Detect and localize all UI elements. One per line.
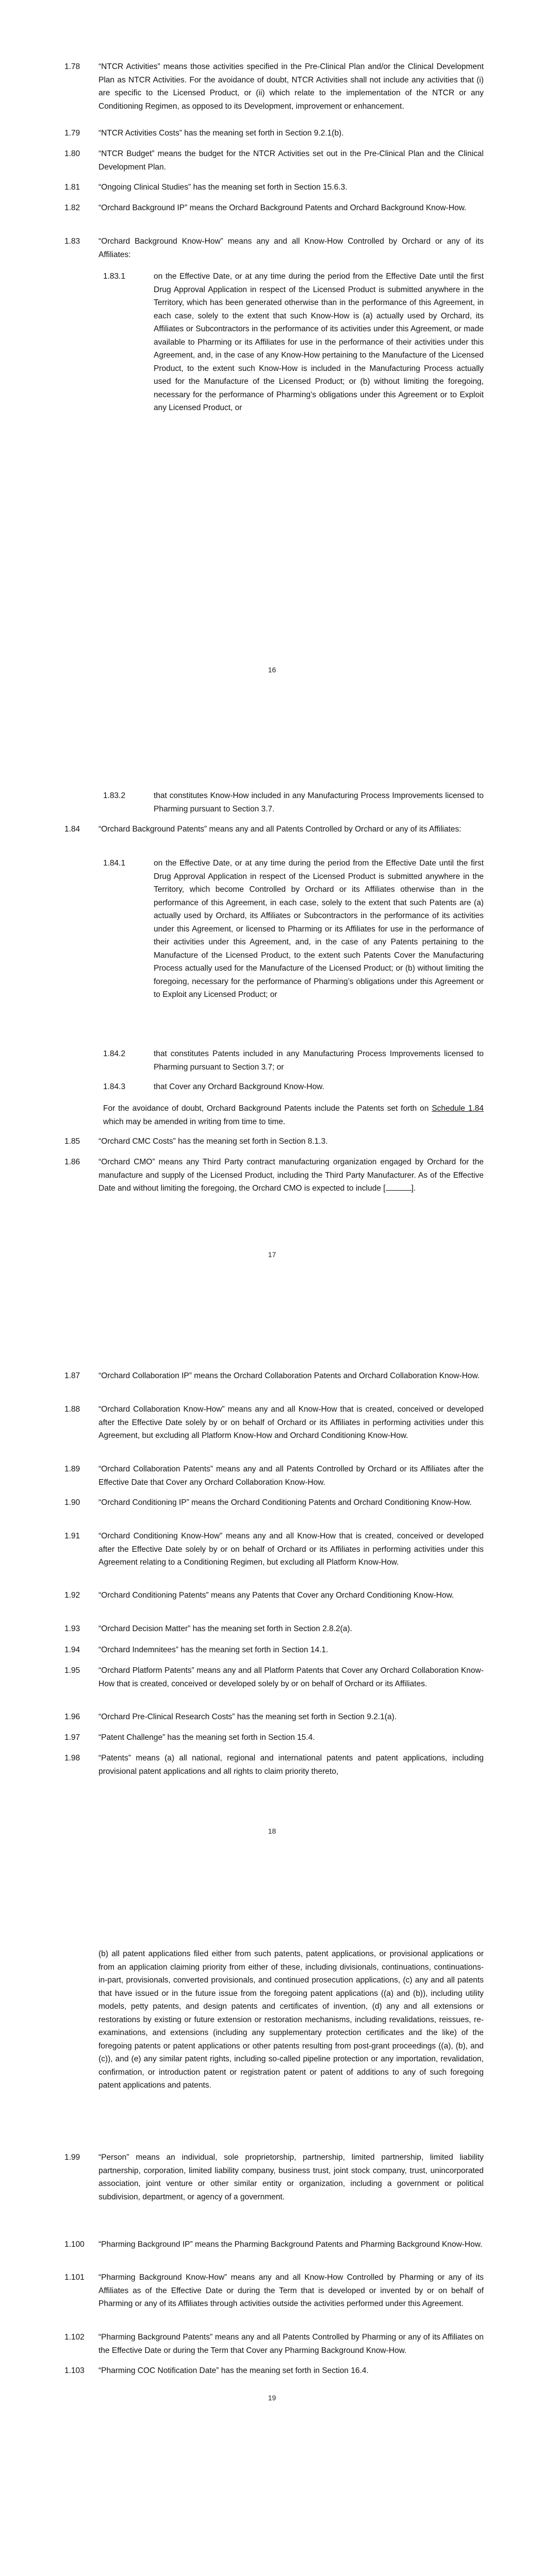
- page-number: 16: [268, 666, 276, 674]
- section-number: 1.96: [64, 1713, 80, 1721]
- definition-text-end: ].: [411, 1184, 416, 1193]
- definition-text: on the Effective Date, or at any time during the period from the Effective Date until the first Drug Approval Application in respect of the Licensed Product is submitted anywhere in the Territory, which become Controlled by Orchard or its Affiliates otherwise than in the performance of this Agreement, in each case, solely to the extent that such Patents are (a) actually used by Orchard, its Affiliates or Subcontractors in the performance of its activities under this Agreement, or licensed to Pharming or its Affiliates for use in the performance of their activities under this Agreement, and, in the case of any Patents pertaining to the Manufacture of the Licensed Product, to the extent such Patents Cover the Manufacturing Process actually used for the Manufacture of the Licensed Product; or (b) without limiting the foregoing, necessary for the performance of Pharming’s obligations under this Agreement or to Exploit any Licensed Product; or: [154, 859, 484, 999]
- section-number: 1.85: [64, 1137, 80, 1146]
- definition-text: that Cover any Orchard Background Know-How.: [154, 1082, 324, 1091]
- section-number: 1.78: [64, 62, 80, 71]
- definition-text: “Patents” means (a) all national, regional and international patents and patent applications, including provisional patent applications and all rights to claim priority thereto,: [98, 1754, 484, 1776]
- avoidance-of-doubt-paragraph: [103, 1102, 484, 1128]
- definition-text: “NTCR Budget” means the budget for the NTCR Activities set out in the Pre-Clinical Plan and the Clinical Development Plan.: [98, 149, 484, 172]
- section-number: 1.90: [64, 1498, 80, 1507]
- section-number: 1.103: [64, 2366, 85, 2375]
- definition-text: that constitutes Patents included in any Manufacturing Process Improvements licensed to Pharming pursuant to Section 3.7; or: [154, 1049, 484, 1072]
- section-number: 1.84.2: [103, 1049, 126, 1058]
- paragraph-text: For the avoidance of doubt, Orchard Background Patents include the Patents set forth on: [103, 1104, 432, 1113]
- section-number: 1.87: [64, 1371, 80, 1380]
- section-number: 1.79: [64, 129, 80, 138]
- paragraph-text: which may be amended in writing from time to time.: [103, 1117, 286, 1126]
- definition-text: “Ongoing Clinical Studies” has the meaning set forth in Section 15.6.3.: [98, 183, 348, 192]
- definition-text: “Orchard Conditioning Patents” means any Patents that Cover any Orchard Conditioning Know-How.: [98, 1591, 454, 1600]
- redacted-blank: [386, 1183, 411, 1191]
- definition-text: that constitutes Know-How included in any Manufacturing Process Improvements licensed to Pharming pursuant to Section 3.7.: [154, 791, 484, 814]
- section-number: 1.84.1: [103, 859, 126, 868]
- section-number: 1.80: [64, 149, 80, 158]
- section-number: 1.84.3: [103, 1082, 126, 1091]
- definition-text: “NTCR Activities” means those activities specified in the Pre-Clinical Plan and/or the Clinical Development Plan as NTCR Activities. For the avoidance of doubt, NTCR Activities shall not include any activities that (i) are specific to the Licensed Product, or (ii) which relate to the implementation of the NTCR or any Conditioning Regimen, as opposed to its Development, improvement or enhancement.: [98, 62, 484, 111]
- definition-text: “Orchard Decision Matter” has the meaning set forth in Section 2.8.2(a).: [98, 1624, 352, 1633]
- section-number: 1.94: [64, 1646, 80, 1654]
- section-number: 1.84: [64, 825, 80, 834]
- section-number: 1.101: [64, 2273, 85, 2282]
- definition-text: “Orchard Background Patents” means any and all Patents Controlled by Orchard or any of its Affiliates:: [98, 825, 461, 834]
- section-number: 1.83: [64, 237, 80, 246]
- definition-text: “Orchard Indemnitees” has the meaning set forth in Section 14.1.: [98, 1646, 328, 1654]
- page-number: 18: [268, 1827, 276, 1835]
- section-number: 1.95: [64, 1666, 80, 1675]
- definition-text: “Orchard Background Know-How” means any and all Know-How Controlled by Orchard or any of its Affiliates:: [98, 237, 484, 259]
- section-number: 1.92: [64, 1591, 80, 1600]
- section-number: 1.83.2: [103, 791, 126, 800]
- section-number: 1.100: [64, 2240, 85, 2249]
- definition-text: “Pharming Background Patents” means any and all Patents Controlled by Pharming or any of its Affiliates on the Effective Date or during the Term that Cover any Pharming Background Know-How.: [98, 2333, 484, 2355]
- section-number: 1.82: [64, 204, 80, 212]
- page-number: 19: [268, 2394, 276, 2402]
- definition-text: “Orchard Conditioning IP” means the Orchard Conditioning Patents and Orchard Conditioning Know-How.: [98, 1498, 472, 1507]
- section-number: 1.88: [64, 1405, 80, 1414]
- definition-text: “Orchard Conditioning Know-How” means any and all Know-How that is created, conceived or developed after the Effective Date solely by or on behalf of Orchard or its Affiliates in performing activities under this Agreement relating to a Conditioning Regimen, but excluding all Platform Know-How.: [98, 1532, 484, 1567]
- section-number: 1.81: [64, 183, 80, 192]
- definition-text: “Orchard Collaboration IP” means the Orchard Collaboration Patents and Orchard Collaboration Know-How.: [98, 1371, 480, 1380]
- definition-text: “Patent Challenge” has the meaning set forth in Section 15.4.: [98, 1733, 315, 1742]
- definition-text: “Orchard Platform Patents” means any and all Platform Patents that Cover any Orchard Collaboration Know-How that is created, conceived or developed solely by or on behalf of Orchard or its Affiliates.: [98, 1666, 484, 1688]
- section-number: 1.102: [64, 2333, 85, 2342]
- section-number: 1.91: [64, 1532, 80, 1540]
- definition-text: “Orchard CMC Costs” has the meaning set forth in Section 8.1.3.: [98, 1137, 328, 1146]
- section-number: 1.83.1: [103, 272, 126, 281]
- section-number: 1.99: [64, 2153, 80, 2162]
- definition-text: [98, 1156, 484, 1195]
- definition-text: “Orchard Collaboration Know-How” means any and all Know-How that is created, conceived or developed after the Effective Date solely by or on behalf of Orchard or its Affiliates in performing activities under this Agreement, but excluding all Platform Know-How and Orchard Conditioning Know-How.: [98, 1405, 484, 1440]
- definition-text: “Orchard Collaboration Patents” means any and all Patents Controlled by Orchard or its Affiliates after the Effective Date that Cover any Orchard Collaboration Know-How.: [98, 1465, 484, 1487]
- schedule-1-84-link[interactable]: Schedule 1.84: [432, 1104, 484, 1113]
- section-number: 1.93: [64, 1624, 80, 1633]
- definition-text: “Person” means an individual, sole proprietorship, partnership, limited partnership, limited liability partnership, corporation, limited liability company, business trust, joint stock company, trust, unincorporated association, joint venture or other similar entity or organization, including a government or political subdivision, department, or agency of a government.: [98, 2153, 484, 2201]
- section-number: 1.98: [64, 1754, 80, 1762]
- section-number: 1.89: [64, 1465, 80, 1473]
- section-number: 1.97: [64, 1733, 80, 1742]
- section-number: 1.86: [64, 1158, 80, 1166]
- definition-text: “Orchard Background IP” means the Orchard Background Patents and Orchard Background Know-How.: [98, 204, 467, 212]
- definition-text: “Pharming Background IP” means the Pharming Background Patents and Pharming Background Know-How.: [98, 2240, 483, 2249]
- definition-text: “NTCR Activities Costs” has the meaning set forth in Section 9.2.1(b).: [98, 129, 344, 138]
- definition-text: on the Effective Date, or at any time during the period from the Effective Date until the first Drug Approval Application in respect of the Licensed Product is submitted anywhere in the Territory, which has been generated otherwise than in the performance of this Agreement, in each case, solely to the extent that such Know-How is (a) actually used by Orchard, its Affiliates or Subcontractors in the performance of its activities under this Agreement, or made available to Pharming or its Affiliates for use in the performance of their activities under this Agreement, and, in the case of any Know-How pertaining to the Manufacture of the Licensed Product, to the extent such Know-How is included in the Manufacturing Process actually used for the Manufacture of the Licensed Product; or (b) without limiting the foregoing, necessary for the performance of Pharming’s obligations under this Agreement or to Exploit any Licensed Product, or: [154, 272, 484, 412]
- definition-text: “Orchard Pre-Clinical Research Costs” has the meaning set forth in Section 9.2.1(a).: [98, 1713, 397, 1721]
- definition-text: (b) all patent applications filed either from such patents, patent applications, or provisional applications or from an application claiming priority from either of these, including divisionals, continuations, continuations-in-part, provisionals, converted provisionals, and continued prosecution applications, (c) any and all patents that have issued or in the future issue from the foregoing patent applications ((a) and (b)), including utility models, petty patents, and design patents and certificates of invention, (d) any and all extensions or restorations by existing or future extension or restoration mechanisms, including revalidations, reissues, re-examinations, and extensions (including any supplementary protection certificates and the like) of the foregoing patents or patent applications or other patents resulting from post-grant proceedings ((a), (b), and (c)), and (e) any similar patent rights, including so-called pipeline protection or any importation, revalidation, confirmation, or introduction patent or registration patent or patent of additions to any of such foregoing patent applications and patents.: [98, 1950, 484, 2090]
- definition-text: “Pharming Background Know-How” means any and all Know-How Controlled by Pharming or any of its Affiliates as of the Effective Date or during the Term that is developed or invented by or on behalf of Pharming or any of its Affiliates through activities outside the activities performed under this Agreement.: [98, 2273, 484, 2308]
- definition-text-main: “Orchard CMO” means any Third Party contract manufacturing organization engaged by Orchard for the manufacture and supply of the Licensed Product, including the Third Party Manufacturer. As of the Effective Date and without limiting the foregoing, the Orchard CMO is expected to include [: [98, 1158, 484, 1193]
- page-number: 17: [268, 1250, 276, 1259]
- definition-text: “Pharming COC Notification Date” has the meaning set forth in Section 16.4.: [98, 2366, 369, 2375]
